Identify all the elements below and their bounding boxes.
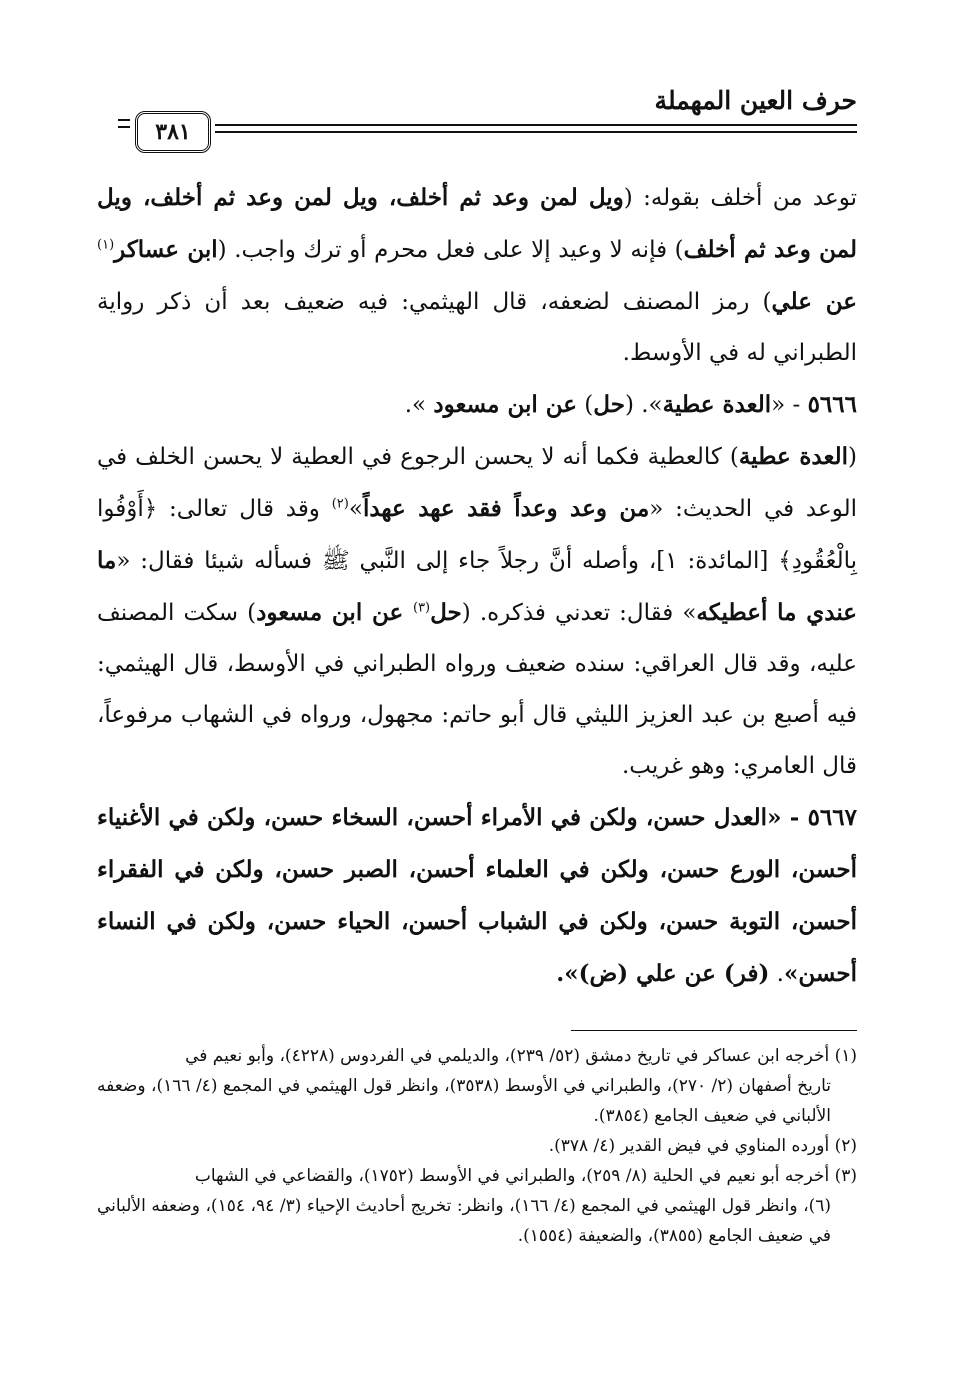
footnote-ref-2: (٢) [331, 496, 349, 512]
running-header-title: حرف العين المهملة [654, 86, 857, 115]
paragraph-commentary-1: توعد من أخلف بقوله: (ويل لمن وعد ثم أخلف، ويل لمن وعد ثم أخلف، ويل لمن وعد ثم أخلف) فإنه لا وعيد إلا على فعل محرم أو ترك واجب. (ابن عساكر$^{(١)}$ عن علي) رمز المصنف لضعفه، قال الهيثمي: فيه ضعيف بعد أن ذكر رواية الطبراني له في الأوسط. [97, 184, 857, 366]
header-rule-end-bottom [118, 126, 130, 128]
hadith-number: ٥٦٦٦ [807, 391, 857, 418]
footnote-3: (٣) أخرجه أبو نعيم في الحلية (٨/ ٢٥٩)، والطبراني في الأوسط (١٧٥٢)، والقضاعي في الشهاب [194, 1166, 857, 1186]
footnote-2: (٢) أورده المناوي في فيض القدير (٤/ ٣٧٨). [548, 1136, 857, 1156]
footnote-1: (١) أخرجه ابن عساكر في تاريخ دمشق (٥٢/ ٢٣٩)، والديلمي في الفردوس (٤٢٢٨)، وأبو نعيم في [185, 1046, 857, 1066]
hadith-entry-5667: ٥٦٦٧ - «العدل حسن، ولكن في الأمراء أحسن، السخاء حسن، ولكن في الأغنياء أحسن، الورع حسن، ولكن في العلماء أحسن، الصبر حسن، ولكن في الفقراء أحسن، التوبة حسن، ولكن في الشباب أحسن، الحياء حسن، ولكن في النساء أحسن». (فر) عن علي (ض)». [97, 804, 857, 987]
footnote-separator [571, 1030, 857, 1031]
footnote-3-continued: (٦)، وانظر قول الهيثمي في المجمع (٤/ ١٦٦)، وانظر: تخريج أحاديث الإحياء (٣/ ٩٤، ١٥٤)، وضعفه الألباني في ضعيف الجامع (٣٨٥٥)، والضعيفة (١٥٥٤). [97, 1196, 832, 1246]
hadith-entry-5666: ٥٦٦٦ - «العدة عطية». (حل) عن ابن مسعود ». [404, 391, 857, 418]
footnote-1-continued: تاريخ أصفهان (٢/ ٢٧٠)، والطبراني في الأوسط (٣٥٣٨)، وانظر قول الهيثمي في المجمع (٤/ ١٦٦)، وضعفه الألباني في ضعيف الجامع (٣٨٥٤). [97, 1076, 831, 1126]
header-rule-top [215, 124, 857, 126]
page-number: ٣٨١ [135, 111, 211, 153]
header-rule-bottom [215, 131, 857, 133]
header-rule-end-top [118, 119, 130, 121]
main-text [97, 172, 857, 1000]
footnote-ref-1: (١) [97, 237, 115, 253]
paragraph-commentary-2: (العدة عطية) كالعطية فكما أنه لا يحسن الرجوع في العطية لا يحسن الخلف في الوعد في الحديث: «من وعد وعداً فقد عهد عهداً»$^{(٢)}$ وقد قال تعالى: ﴿أَوْفُوا بِالْعُقُودِ﴾ [المائدة: ١]، وأصله أنَّ رجلاً جاء إلى النَّبي ﷺ فسأله شيئا فقال: «ما عندي ما أعطيكه» فقال: تعدني فذكره. (حل$^{(٣)}$ عن ابن مسعود) سكت المصنف عليه، وقد قال العراقي: سنده ضعيف ورواه الطبراني في الأوسط، قال الهيثمي: فيه أصبع بن عبد العزيز الليثي قال أبو حاتم: مجهول، ورواه في الشهاب مرفوعاً، قال العامري: وهو غريب. [97, 443, 857, 779]
footnotes [97, 1041, 857, 1251]
footnote-ref-3: (٣) [412, 600, 431, 616]
